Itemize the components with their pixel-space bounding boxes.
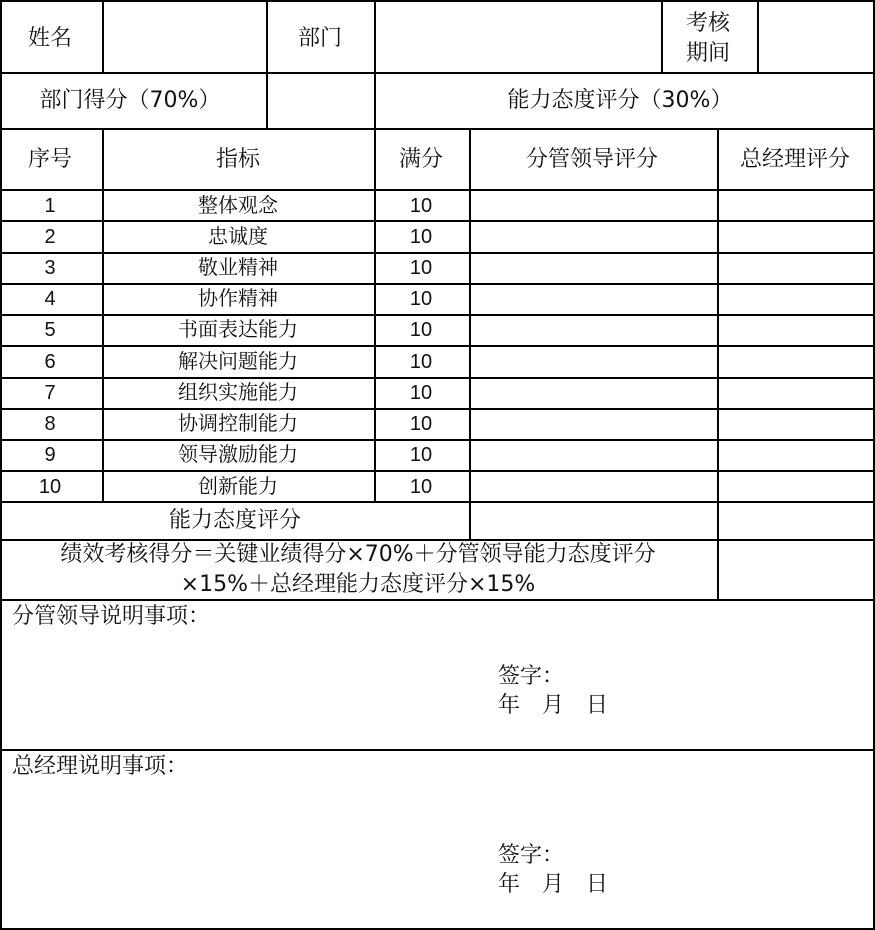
row-indicator: 忠诚度 [208,224,268,248]
row-number: 7 [44,382,56,404]
name-label: 姓名 [27,26,73,51]
grid-line [0,72,875,74]
name-field[interactable] [104,2,266,72]
row-indicator: 协作精神 [198,286,278,310]
score-formula-line1: 绩效考核得分＝关键业绩得分×70%＋分管领导能力态度评分 [60,542,656,567]
grid-line [0,749,875,751]
period-label-line2: 期间 [685,41,731,66]
row-full-score: 10 [409,288,433,310]
row-number: 3 [44,257,56,279]
leader-score-cell[interactable] [471,285,717,314]
row-indicator: 协调控制能力 [178,411,298,435]
gm-score-cell[interactable] [719,472,873,501]
gm-score-cell[interactable] [719,285,873,314]
leader-score-cell[interactable] [471,379,717,408]
row-full-score: 10 [409,226,433,248]
row-full-score: 10 [409,382,433,404]
gm-score-cell[interactable] [719,347,873,377]
row-full-score: 10 [409,476,433,498]
row-full-score: 10 [409,257,433,279]
period-field[interactable] [759,2,873,72]
gm-date-label: 年 月 日 [498,872,609,897]
col-leader-score-header: 分管领导评分 [525,147,659,172]
col-indicator-header: 指标 [215,147,261,172]
gm-notes-label: 总经理说明事项： [12,754,189,779]
leader-signature-label: 签字： [498,664,565,689]
period-label-line1: 考核 [685,11,731,36]
gm-notes-field[interactable] [2,782,873,928]
score-formula-line2: ×15%＋总经理能力态度评分×15% [180,572,536,597]
leader-score-cell[interactable] [471,347,717,377]
final-score-cell[interactable] [719,541,873,599]
row-indicator: 创新能力 [198,474,278,498]
row-number: 4 [44,288,56,310]
leader-notes-label: 分管领导说明事项： [12,604,211,629]
gm-score-cell[interactable] [719,254,873,283]
department-field[interactable] [376,2,661,72]
row-number: 6 [44,351,56,373]
gm-score-cell[interactable] [719,379,873,408]
gm-score-cell[interactable] [719,316,873,345]
leader-score-cell[interactable] [471,254,717,283]
gm-signature-label: 签字： [498,843,565,868]
row-indicator: 书面表达能力 [178,317,298,341]
department-score-label: 部门得分（70%） [39,88,221,113]
row-indicator: 领导激励能力 [178,442,298,466]
row-indicator: 敬业精神 [198,255,278,279]
row-number: 2 [44,226,56,248]
row-number: 5 [44,319,56,341]
grid-line [0,599,875,601]
department-label: 部门 [297,26,343,51]
gm-ability-total-cell[interactable] [719,503,873,539]
row-indicator: 组织实施能力 [178,380,298,404]
grid-line [0,128,875,130]
leader-score-cell[interactable] [471,472,717,501]
leader-ability-total-cell[interactable] [471,503,717,539]
grid-line [102,128,104,501]
row-number: 8 [44,413,56,435]
leader-score-cell[interactable] [471,191,717,220]
gm-score-cell[interactable] [719,441,873,470]
row-full-score: 10 [409,351,433,373]
row-full-score: 10 [409,413,433,435]
row-number: 10 [38,476,62,498]
ability-total-label: 能力态度评分 [168,508,302,533]
row-number: 9 [44,444,56,466]
row-full-score: 10 [409,444,433,466]
row-full-score: 10 [409,195,433,217]
col-seq-header: 序号 [27,147,73,172]
row-number: 1 [44,195,56,217]
leader-notes-field[interactable] [2,632,873,749]
row-indicator: 整体观念 [198,193,278,217]
gm-score-cell[interactable] [719,191,873,220]
col-gm-score-header: 总经理评分 [739,147,851,172]
leader-score-cell[interactable] [471,222,717,252]
department-score-field[interactable] [268,74,374,128]
col-full-score-header: 满分 [398,147,444,172]
grid-line [374,0,376,501]
gm-score-cell[interactable] [719,222,873,252]
gm-score-cell[interactable] [719,410,873,439]
ability-section-label: 能力态度评分（30%） [507,88,733,113]
row-full-score: 10 [409,319,433,341]
leader-score-cell[interactable] [471,441,717,470]
leader-date-label: 年 月 日 [498,693,609,718]
row-indicator: 解决问题能力 [178,349,298,373]
grid-line [661,0,663,72]
leader-score-cell[interactable] [471,316,717,345]
leader-score-cell[interactable] [471,410,717,439]
